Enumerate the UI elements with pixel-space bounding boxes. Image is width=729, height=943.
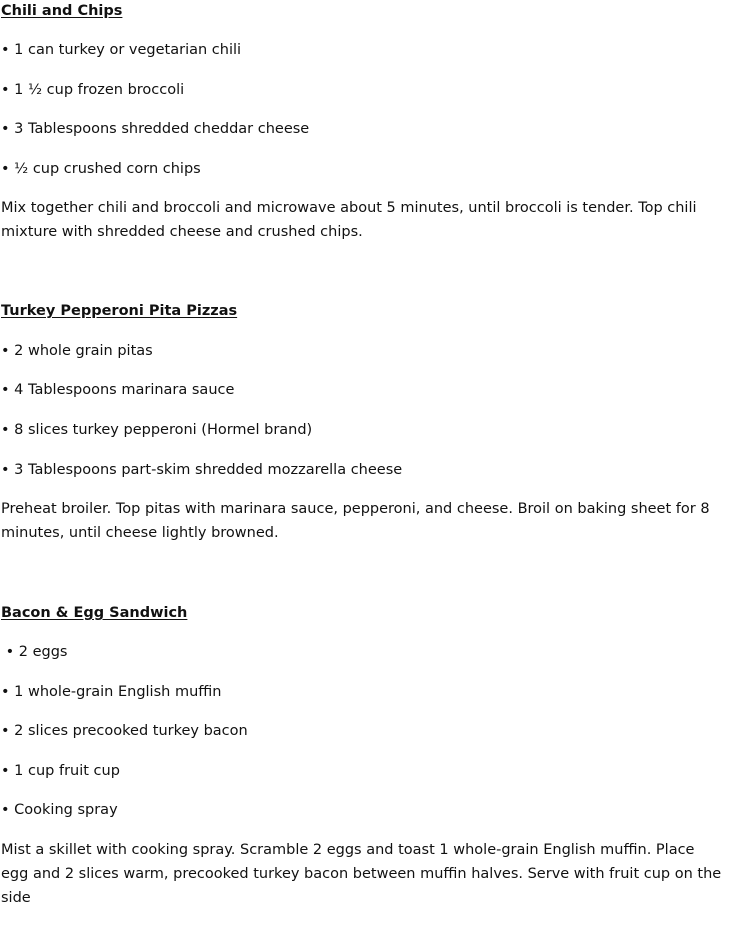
ingredient-item: • 3 Tablespoons shredded cheddar cheese — [1, 121, 310, 137]
recipe-title: Chili and Chips — [1, 3, 123, 19]
recipe-title: Turkey Pepperoni Pita Pizzas — [1, 303, 238, 319]
recipe-instructions: Mix together chili and broccoli and microwave about 5 minutes, until broccoli is tender. Top chili mixture with shredded cheese and crushed chips. — [1, 200, 697, 240]
ingredient-item: • 2 slices precooked turkey bacon — [1, 723, 248, 739]
ingredient-item: • 2 eggs — [1, 644, 68, 660]
ingredient-item: • 1 whole-grain English muffin — [1, 684, 222, 700]
ingredient-item: • 8 slices turkey pepperoni (Hormel brand) — [1, 422, 313, 438]
ingredient-item: • 1 ½ cup frozen broccoli — [1, 82, 185, 98]
ingredient-item: • 4 Tablespoons marinara sauce — [1, 382, 235, 398]
ingredient-item: • 1 cup fruit cup — [1, 763, 120, 779]
recipe-title: Bacon & Egg Sandwich — [1, 605, 188, 621]
recipe-instructions: Mist a skillet with cooking spray. Scramble 2 eggs and toast 1 whole-grain English muffin. Place egg and 2 slices warm, precooked turkey bacon between muffin halves. Serve with fruit cup on the side — [1, 842, 722, 906]
ingredient-item: • 3 Tablespoons part-skim shredded mozzarella cheese — [1, 462, 403, 478]
ingredient-item: • ½ cup crushed corn chips — [1, 161, 201, 177]
ingredient-item: • 2 whole grain pitas — [1, 343, 153, 359]
recipe-instructions: Preheat broiler. Top pitas with marinara sauce, pepperoni, and cheese. Broil on baking sheet for 8 minutes, until cheese lightly browned. — [1, 501, 710, 541]
ingredient-item: • Cooking spray — [1, 802, 118, 818]
ingredient-item: • 1 can turkey or vegetarian chili — [1, 42, 242, 58]
